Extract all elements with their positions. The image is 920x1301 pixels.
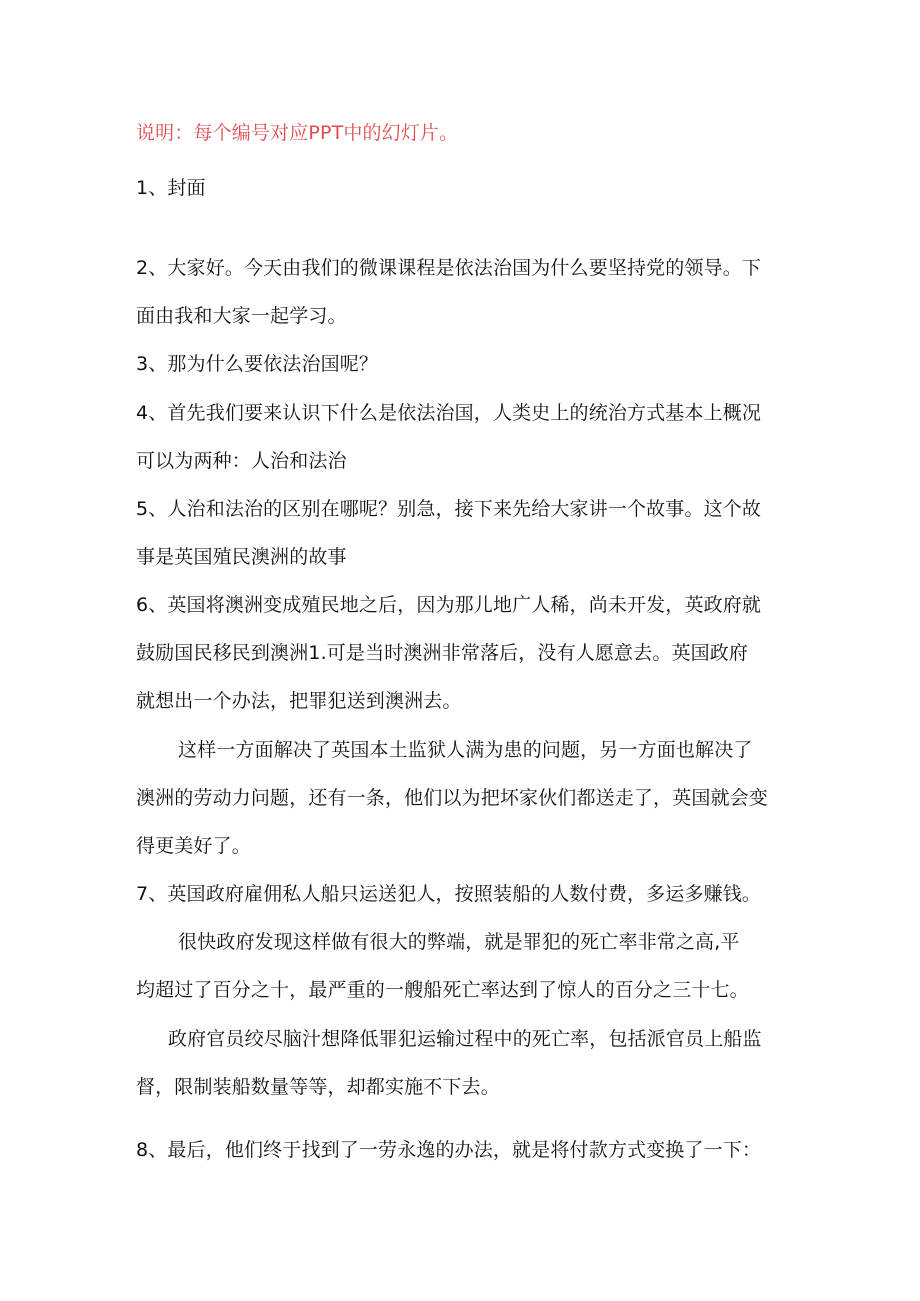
text-line-item-8: 8、最后，他们终于找到了一劳永逸的办法，就是将付款方式变换了一下： — [136, 1139, 762, 1161]
text-line-item-7: 7、英国政府雇佣私人船只运送犯人，按照装船的人数付费，多运多赚钱。 — [136, 883, 762, 905]
paragraph-line-indented: 很快政府发现这样做有很大的弊端，就是罪犯的死亡率非常之高,平 — [178, 931, 740, 953]
paragraph-line: 均超过了百分之十，最严重的一艘船死亡率达到了惊人的百分之三十七。 — [136, 979, 749, 1001]
text-line-item-2-cont: 面由我和大家一起学习。 — [136, 305, 347, 327]
text-line-item-3: 3、那为什么要依法治国呢？ — [136, 353, 379, 375]
text-line-item-2: 2、大家好。今天由我们的微课课程是依法治国为什么要坚持党的领导。下 — [136, 257, 762, 279]
text-line-item-6-cont2: 就想出一个办法，把罪犯送到澳洲去。 — [136, 690, 462, 712]
text-line-item-5: 5、人治和法治的区别在哪呢？别急，接下来先给大家讲一个故事。这个故 — [136, 498, 762, 520]
paragraph-line-indented: 政府官员绞尽脑汁想降低罪犯运输过程中的死亡率，包括派官员上船监 — [168, 1028, 762, 1050]
text-line-item-1: 1、封面 — [136, 177, 206, 199]
paragraph-line: 澳洲的劳动力问题，还有一条，他们以为把坏家伙们都送走了，英国就会变 — [136, 787, 768, 809]
text-line-item-6: 6、英国将澳洲变成殖民地之后，因为那儿地广人稀，尚未开发，英政府就 — [136, 594, 762, 616]
text-line-item-6-cont1: 鼓励国民移民到澳洲1.可是当时澳洲非常落后，没有人愿意去。英国政府 — [136, 642, 749, 664]
text-line-item-5-cont: 事是英国殖民澳洲的故事 — [136, 546, 347, 568]
instruction-note: 说明：每个编号对应PPT中的幻灯片。 — [136, 122, 459, 144]
text-line-item-4-cont: 可以为两种：人治和法治 — [136, 450, 347, 472]
paragraph-line-indented: 这样一方面解决了英国本土监狱人满为患的问题，另一方面也解决了 — [178, 739, 753, 761]
paragraph-line: 得更美好了。 — [136, 835, 251, 857]
text-line-item-4: 4、首先我们要来认识下什么是依法治国，人类史上的统治方式基本上概况 — [136, 402, 762, 424]
paragraph-line: 督，限制装船数量等等，却都实施不下去。 — [136, 1076, 500, 1098]
